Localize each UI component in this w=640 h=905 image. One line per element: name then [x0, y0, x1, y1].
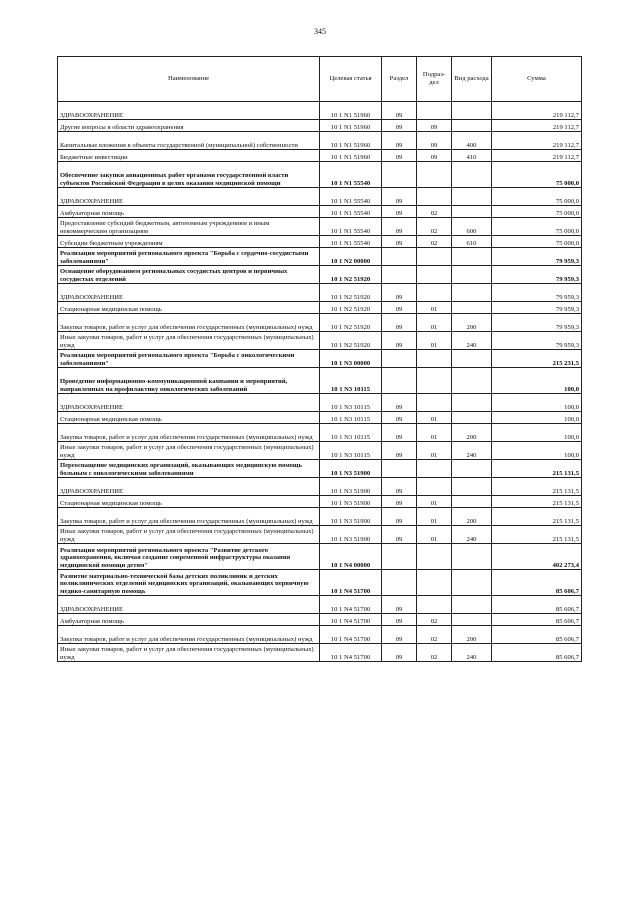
row-name: Закупка товаров, работ и услуг для обеспечения государственных (муниципальных) нужд: [58, 314, 320, 332]
row-name: ЗДРАВООХРАНЕНИЕ: [58, 188, 320, 206]
table-row: [58, 132, 582, 150]
row-type: 200: [452, 424, 492, 442]
row-code: 10 1 N3 10115: [320, 424, 382, 442]
table-header-row: [58, 57, 582, 102]
table-row: [58, 350, 582, 368]
row-type: 240: [452, 526, 492, 544]
row-subsection: 02: [417, 236, 452, 248]
row-type: [452, 496, 492, 508]
row-sum: 219 112,7: [492, 132, 582, 150]
row-name: Субсидии бюджетным учреждениям: [58, 236, 320, 248]
table-row: [58, 424, 582, 442]
row-subsection: 01: [417, 526, 452, 544]
row-section: [382, 368, 417, 394]
row-sum: 215 131,5: [492, 526, 582, 544]
row-sum: 219 112,7: [492, 150, 582, 162]
row-subsection: 02: [417, 218, 452, 236]
table-body: [58, 102, 582, 662]
row-name: Переоснащение медицинских организаций, оказывающих медицинскую помощь больным с онкологическими заболеваниями: [58, 460, 320, 478]
row-name: Другие вопросы в области здравоохранения: [58, 120, 320, 132]
row-code: 10 1 N1 51960: [320, 150, 382, 162]
row-code: 10 1 N3 10115: [320, 442, 382, 460]
row-name: ЗДРАВООХРАНЕНИЕ: [58, 596, 320, 614]
row-type: 410: [452, 150, 492, 162]
row-sum: 402 273,4: [492, 544, 582, 570]
table-row: [58, 368, 582, 394]
table-row: [58, 526, 582, 544]
row-code: 10 1 N1 55540: [320, 188, 382, 206]
row-sum: 100,0: [492, 368, 582, 394]
row-code: 10 1 N3 10115: [320, 368, 382, 394]
col-header-name: Наименование: [58, 57, 320, 102]
row-name: Стационарная медицинская помощь: [58, 302, 320, 314]
row-code: 10 1 N2 51920: [320, 284, 382, 302]
row-type: [452, 248, 492, 266]
table-row: [58, 314, 582, 332]
row-section: 09: [382, 120, 417, 132]
row-subsection: 01: [417, 412, 452, 424]
row-sum: 75 000,0: [492, 206, 582, 218]
row-sum: 215 231,5: [492, 350, 582, 368]
row-name: Иные закупки товаров, работ и услуг для обеспечения государственных (муниципальных) нужд: [58, 526, 320, 544]
row-sum: 215 131,5: [492, 478, 582, 496]
row-section: 09: [382, 478, 417, 496]
row-section: 09: [382, 496, 417, 508]
row-name: Иные закупки товаров, работ и услуг для обеспечения государственных (муниципальных) нужд: [58, 442, 320, 460]
row-section: 09: [382, 150, 417, 162]
row-type: 600: [452, 218, 492, 236]
row-subsection: [417, 350, 452, 368]
table-row: [58, 206, 582, 218]
row-subsection: [417, 266, 452, 284]
row-code: 10 1 N1 55540: [320, 218, 382, 236]
row-type: [452, 596, 492, 614]
row-code: 10 1 N2 51920: [320, 332, 382, 350]
table-row: [58, 150, 582, 162]
row-sum: 85 606,7: [492, 570, 582, 596]
row-name: Закупка товаров, работ и услуг для обеспечения государственных (муниципальных) нужд: [58, 424, 320, 442]
row-section: [382, 460, 417, 478]
row-code: 10 1 N3 10115: [320, 394, 382, 412]
row-section: [382, 162, 417, 188]
row-name: ЗДРАВООХРАНЕНИЕ: [58, 394, 320, 412]
row-section: 09: [382, 626, 417, 644]
row-sum: 79 959,3: [492, 266, 582, 284]
row-subsection: [417, 248, 452, 266]
row-section: 09: [382, 424, 417, 442]
row-name: Закупка товаров, работ и услуг для обеспечения государственных (муниципальных) нужд: [58, 508, 320, 526]
col-header-section: Раздел: [382, 57, 417, 102]
row-type: 240: [452, 332, 492, 350]
row-name: Стационарная медицинская помощь: [58, 496, 320, 508]
row-subsection: 02: [417, 206, 452, 218]
row-section: 09: [382, 218, 417, 236]
row-type: 610: [452, 236, 492, 248]
row-section: 09: [382, 102, 417, 120]
row-type: [452, 162, 492, 188]
row-code: 10 1 N3 51900: [320, 526, 382, 544]
row-sum: 75 000,0: [492, 218, 582, 236]
table-row: [58, 266, 582, 284]
row-type: [452, 120, 492, 132]
row-sum: 100,0: [492, 424, 582, 442]
row-code: 10 1 N3 51900: [320, 460, 382, 478]
row-name: Реализация мероприятий регионального проекта "Борьба с сердечно-сосудистыми заболеваниями": [58, 248, 320, 266]
row-subsection: [417, 544, 452, 570]
row-type: 240: [452, 644, 492, 662]
row-section: 09: [382, 302, 417, 314]
row-type: [452, 460, 492, 478]
table-row: [58, 102, 582, 120]
row-subsection: [417, 394, 452, 412]
table-row: [58, 570, 582, 596]
row-section: 09: [382, 332, 417, 350]
row-section: 09: [382, 526, 417, 544]
row-sum: 75 000,0: [492, 236, 582, 248]
row-code: 10 1 N3 10115: [320, 412, 382, 424]
row-section: 09: [382, 394, 417, 412]
row-section: 09: [382, 614, 417, 626]
row-name: ЗДРАВООХРАНЕНИЕ: [58, 102, 320, 120]
row-sum: 100,0: [492, 394, 582, 412]
row-name: Обеспечение закупки авиационных работ органами государственной власти субъектов Российской Федерации в целях оказания медицинской помощи: [58, 162, 320, 188]
row-sum: 85 606,7: [492, 626, 582, 644]
table-row: [58, 644, 582, 662]
row-code: 10 1 N4 00000: [320, 544, 382, 570]
row-name: Реализация мероприятий регионального проекта "Развитие детского здравоохранения, включая создание современной инфраструктуры оказания медицинской помощи детям": [58, 544, 320, 570]
row-section: [382, 248, 417, 266]
row-subsection: [417, 188, 452, 206]
row-section: 09: [382, 236, 417, 248]
row-subsection: [417, 102, 452, 120]
row-name: Развитие материально-технической базы детских поликлиник и детских поликлинических отделений медицинских организаций, оказывающих первичную медико-санитарную помощь: [58, 570, 320, 596]
row-section: 09: [382, 188, 417, 206]
row-subsection: 01: [417, 424, 452, 442]
row-name: Амбулаторная помощь: [58, 206, 320, 218]
budget-table: [57, 56, 582, 662]
row-code: 10 1 N3 51900: [320, 508, 382, 526]
row-sum: 100,0: [492, 442, 582, 460]
row-sum: 79 959,3: [492, 332, 582, 350]
row-type: 400: [452, 132, 492, 150]
row-name: Иные закупки товаров, работ и услуг для обеспечения государственных (муниципальных) нужд: [58, 332, 320, 350]
row-subsection: [417, 162, 452, 188]
row-type: 200: [452, 314, 492, 332]
row-code: 10 1 N2 51920: [320, 314, 382, 332]
row-name: Амбулаторная помощь: [58, 614, 320, 626]
row-code: 10 1 N4 51700: [320, 644, 382, 662]
row-code: 10 1 N2 00000: [320, 248, 382, 266]
row-type: [452, 350, 492, 368]
table-row: [58, 188, 582, 206]
table-row: [58, 394, 582, 412]
row-code: 10 1 N3 00000: [320, 350, 382, 368]
row-code: 10 1 N4 51700: [320, 570, 382, 596]
table-row: [58, 332, 582, 350]
row-subsection: 01: [417, 496, 452, 508]
row-subsection: [417, 460, 452, 478]
row-type: 200: [452, 626, 492, 644]
row-sum: 219 112,7: [492, 120, 582, 132]
row-code: 10 1 N4 51700: [320, 614, 382, 626]
row-name: Бюджетные инвестиции: [58, 150, 320, 162]
row-code: 10 1 N1 55540: [320, 206, 382, 218]
row-subsection: 01: [417, 508, 452, 526]
row-code: 10 1 N4 51700: [320, 626, 382, 644]
row-subsection: [417, 570, 452, 596]
row-sum: 219 112,7: [492, 102, 582, 120]
row-sum: 85 606,7: [492, 596, 582, 614]
row-sum: 79 959,3: [492, 314, 582, 332]
row-type: [452, 394, 492, 412]
row-type: [452, 206, 492, 218]
row-name: ЗДРАВООХРАНЕНИЕ: [58, 284, 320, 302]
row-type: [452, 614, 492, 626]
row-code: 10 1 N2 51920: [320, 302, 382, 314]
table-row: [58, 614, 582, 626]
table-row: [58, 626, 582, 644]
table-row: [58, 496, 582, 508]
row-sum: 75 000,0: [492, 162, 582, 188]
row-name: Стационарная медицинская помощь: [58, 412, 320, 424]
row-sum: 79 959,3: [492, 284, 582, 302]
row-section: 09: [382, 314, 417, 332]
row-code: 10 1 N3 51900: [320, 496, 382, 508]
table-row: [58, 544, 582, 570]
row-section: [382, 350, 417, 368]
row-sum: 75 000,0: [492, 188, 582, 206]
row-subsection: 02: [417, 626, 452, 644]
row-sum: 215 131,5: [492, 460, 582, 478]
row-sum: 85 606,7: [492, 614, 582, 626]
row-section: 09: [382, 412, 417, 424]
table-row: [58, 248, 582, 266]
col-header-sum: Сумма: [492, 57, 582, 102]
row-code: 10 1 N4 51700: [320, 596, 382, 614]
row-name: Оснащение оборудованием региональных сосудистых центров и первичных сосудистых отделений: [58, 266, 320, 284]
row-type: [452, 302, 492, 314]
row-code: 10 1 N3 51900: [320, 478, 382, 496]
row-subsection: [417, 596, 452, 614]
row-type: [452, 412, 492, 424]
row-type: 200: [452, 508, 492, 526]
row-name: ЗДРАВООХРАНЕНИЕ: [58, 478, 320, 496]
row-section: 09: [382, 132, 417, 150]
table-row: [58, 120, 582, 132]
row-code: 10 1 N1 51960: [320, 132, 382, 150]
row-section: 09: [382, 442, 417, 460]
table-row: [58, 596, 582, 614]
row-subsection: 01: [417, 302, 452, 314]
row-sum: 79 959,3: [492, 302, 582, 314]
row-subsection: [417, 368, 452, 394]
table-row: [58, 162, 582, 188]
col-header-subsection: Подраз-дел: [417, 57, 452, 102]
row-section: 09: [382, 284, 417, 302]
row-name: Иные закупки товаров, работ и услуг для обеспечения государственных (муниципальных) нужд: [58, 644, 320, 662]
row-subsection: 01: [417, 332, 452, 350]
row-type: [452, 266, 492, 284]
row-code: 10 1 N1 55540: [320, 162, 382, 188]
row-section: 09: [382, 596, 417, 614]
row-section: [382, 266, 417, 284]
row-subsection: 01: [417, 314, 452, 332]
table-row: [58, 218, 582, 236]
table-row: [58, 460, 582, 478]
row-name: Проведение информационно-коммуникационной кампании и мероприятий, направленных на профилактику онкологических заболеваний: [58, 368, 320, 394]
row-type: 240: [452, 442, 492, 460]
row-subsection: 09: [417, 150, 452, 162]
col-header-code: Целевая статья: [320, 57, 382, 102]
table-row: [58, 284, 582, 302]
col-header-type: Вид расхода: [452, 57, 492, 102]
row-type: [452, 188, 492, 206]
row-type: [452, 368, 492, 394]
row-section: 09: [382, 644, 417, 662]
row-subsection: 02: [417, 644, 452, 662]
row-subsection: [417, 478, 452, 496]
row-type: [452, 478, 492, 496]
table-row: [58, 478, 582, 496]
row-type: [452, 570, 492, 596]
row-subsection: 02: [417, 614, 452, 626]
row-code: 10 1 N1 51960: [320, 102, 382, 120]
row-name: Реализация мероприятий регионального проекта "Борьба с онкологическими заболеваниями": [58, 350, 320, 368]
row-code: 10 1 N1 51960: [320, 120, 382, 132]
row-section: [382, 570, 417, 596]
row-sum: 85 606,7: [492, 644, 582, 662]
row-name: Предоставление субсидий бюджетным, автономным учреждениям и иным некоммерческим организациям: [58, 218, 320, 236]
page-number: 345: [314, 27, 326, 36]
row-type: [452, 102, 492, 120]
row-code: 10 1 N1 55540: [320, 236, 382, 248]
row-subsection: [417, 284, 452, 302]
row-sum: 215 131,5: [492, 508, 582, 526]
row-type: [452, 544, 492, 570]
table-row: [58, 442, 582, 460]
row-subsection: 01: [417, 442, 452, 460]
row-section: 09: [382, 508, 417, 526]
row-sum: 215 131,5: [492, 496, 582, 508]
row-subsection: 09: [417, 120, 452, 132]
table-row: [58, 508, 582, 526]
row-sum: 100,0: [492, 412, 582, 424]
row-section: [382, 544, 417, 570]
row-sum: 79 959,3: [492, 248, 582, 266]
table-row: [58, 302, 582, 314]
row-code: 10 1 N2 51920: [320, 266, 382, 284]
row-type: [452, 284, 492, 302]
table-row: [58, 412, 582, 424]
row-section: 09: [382, 206, 417, 218]
row-name: Капитальные вложения в объекты государственной (муниципальной) собственности: [58, 132, 320, 150]
table-row: [58, 236, 582, 248]
row-subsection: 09: [417, 132, 452, 150]
row-name: Закупка товаров, работ и услуг для обеспечения государственных (муниципальных) нужд: [58, 626, 320, 644]
